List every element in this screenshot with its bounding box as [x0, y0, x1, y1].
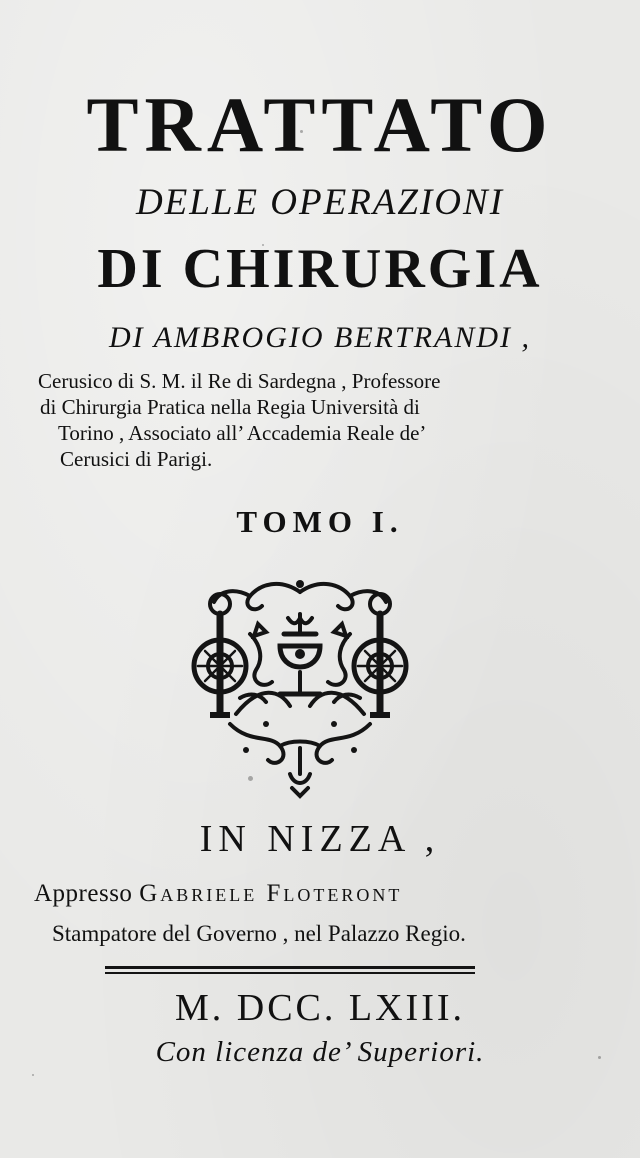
imprint-year: M. DCC. LXIII.	[174, 987, 466, 1029]
book-title: TRATTATO	[86, 81, 554, 168]
imprint-printer: Stampatore del Governo , nel Palazzo Regio.	[52, 921, 466, 946]
publisher-name: Gabriele Floteront	[139, 880, 403, 907]
credentials-line: Cerusico di S. M. il Re di Sardegna , Professore	[38, 369, 441, 393]
credentials-line: Cerusici di Parigi.	[60, 447, 213, 471]
credentials-line: di Chirurgia Pratica nella Regia Università di	[40, 395, 420, 419]
credentials-line: Torino , Associato all’ Accademia Reale de’	[58, 421, 427, 445]
volume-number: TOMO I.	[236, 504, 404, 539]
author-credentials	[38, 368, 578, 472]
imprint-publisher	[34, 878, 594, 910]
printer-ornament-icon	[180, 574, 420, 800]
paper-speck	[248, 776, 253, 781]
paper-speck	[300, 130, 303, 133]
book-subject: DI CHIRURGIA	[97, 238, 543, 300]
paper-speck	[32, 1074, 34, 1076]
paper-speck	[262, 244, 264, 246]
imprint-license: Con licenza de’ Superiori.	[155, 1036, 485, 1068]
book-subtitle: DELLE OPERAZIONI	[135, 182, 505, 223]
publisher-prefix: Appresso	[34, 880, 140, 907]
divider-rule	[105, 964, 475, 978]
author-line: DI AMBROGIO BERTRANDI ,	[108, 321, 532, 354]
imprint-place: IN NIZZA ,	[199, 818, 441, 860]
paper-speck	[598, 1056, 601, 1059]
